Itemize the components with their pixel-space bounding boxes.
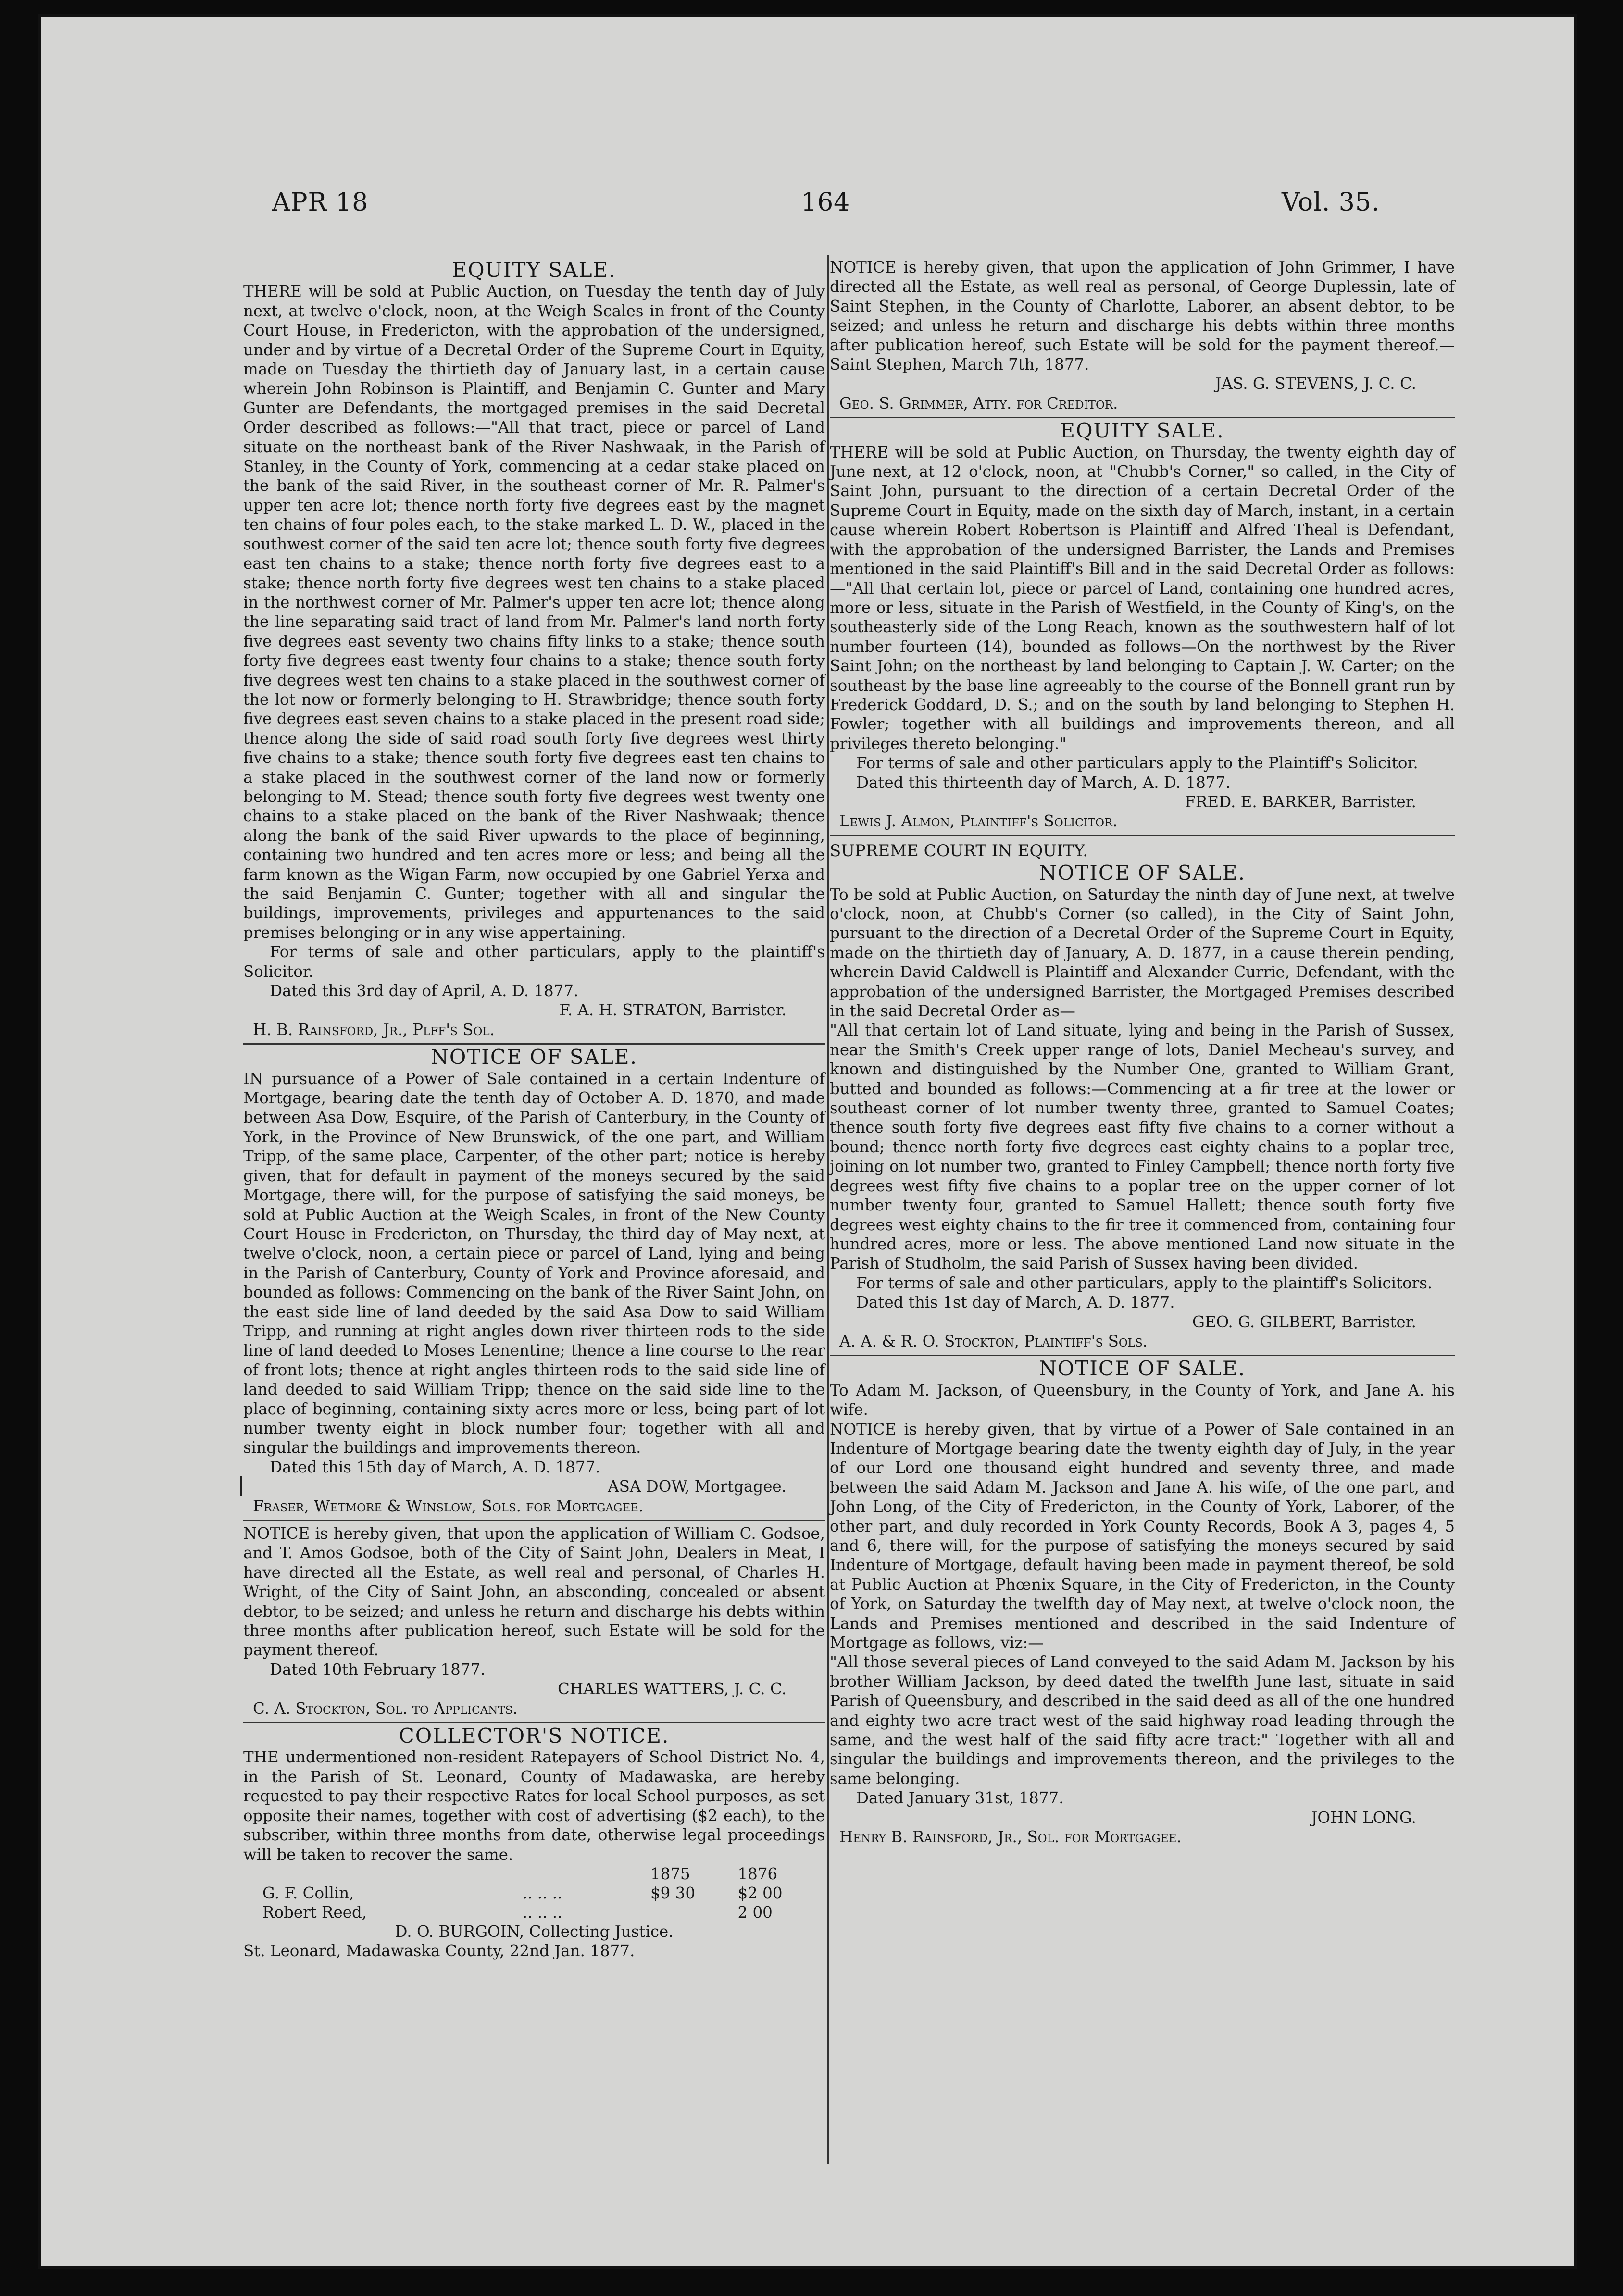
notice-solicitor: H. B. Rainsford, Jr., Plff's Sol.	[253, 1020, 495, 1039]
notice-of-sale-long	[830, 1359, 1455, 1847]
notice-signer: ASA DOW, Mortgagee.	[608, 1477, 787, 1496]
rate-1876: 2 00	[737, 1903, 773, 1922]
ratepayer-name: Robert Reed,	[262, 1903, 367, 1922]
table-row	[243, 1903, 825, 1922]
column-header: 1875	[650, 1864, 690, 1883]
divider	[830, 1355, 1455, 1356]
right-column	[830, 258, 1455, 1847]
rate-1875: $9 30	[650, 1884, 696, 1902]
notice-dated: Dated this 3rd day of April, A. D. 1877.	[270, 982, 579, 1000]
issue-date: APR 18	[272, 188, 369, 217]
column-divider	[827, 255, 829, 2164]
column-header: 1876	[737, 1864, 778, 1883]
rate-1875	[650, 1903, 738, 1922]
notice-body: IN pursuance of a Power of Sale contained in a certain Indenture of Mortgage, bearing date the tenth day of October A. D. 1870, and made between Asa Dow, Esquire, of the Parish of Canterbury, in the County of York, in the Province of New Brunswick, of the one part, and William Tripp, of the same place, Carpenter, of the other part; notice is hereby given, that for default in payment of the moneys secured by the said Mortgage, there will, for the purpose of satisfying the said moneys, be sold at Public Auction at the Weigh Scales, in front of the New County Court House in Fredericton, on Thursday, the third day of May next, at twelve o'clock, noon, a certain piece or parcel of Land, lying and being in the Parish of Canterbury, County of York and Province aforesaid, and bounded as follows: Commencing on the bank of the River Saint John, on the east side line of land deeded by the said Asa Dow to said William Tripp, and running at right angles down river thirteen rods to the side line of land deeded to Moses Lenentine; thence a line course to the rear of front lots; thence at right angles thirteen rods to the said side line of land deeded to said William Tripp; thence on the said side line to the place of beginning, containing sixty acres more or less, being part of lot number twenty eight in block number four; together with all and singular the buildings and improvements thereon.	[243, 1069, 825, 1457]
notice-signer: F. A. H. STRATON, Barrister.	[559, 1001, 787, 1020]
notice-terms: For terms of sale and other particulars, apply to the plaintiff's Solicitor.	[243, 943, 825, 981]
divider	[243, 1722, 825, 1723]
rate-1876: $2 00	[737, 1884, 783, 1902]
notice-solicitor: A. A. & R. O. Stockton, Plaintiff's Sols.	[839, 1332, 1148, 1350]
notice-place: St. Leonard, Madawaska County, 22nd Jan. 1877.	[243, 1942, 635, 1960]
divider	[830, 417, 1455, 418]
volume-number: Vol. 35.	[1282, 188, 1380, 217]
notice-of-sale-dow	[243, 1045, 825, 1516]
notice-signer: JOHN LONG.	[1311, 1808, 1416, 1827]
notice-heading: EQUITY SALE.	[1060, 419, 1224, 443]
notice-dated: Dated this thirteenth day of March, A. D. 1877.	[856, 773, 1231, 792]
notice-solicitor: Geo. S. Grimmer, Atty. for Creditor.	[839, 394, 1118, 412]
notice-heading: EQUITY SALE.	[452, 258, 616, 282]
divider	[243, 1520, 825, 1521]
rates-table	[243, 1864, 825, 1922]
notice-body-description: "All that certain lot of Land situate, lying and being in the Parish of Sussex, near the Smith's Creek upper range of lots, Daniel Mecheau's survey, and known and distinguished by the Number One, granted to William Grant, butted and bounded as follows:—Commencing at a fir tree at the lower or southeast corner of lot number twenty three, granted to Samuel Coates; thence south forty five degrees east fifty five chains to a corner without a bound; thence north forty five degrees east eighty chains to a poplar tree, joining on lot number two, granted to Finley Campbell; thence north forty five degrees west fifty five chains to a poplar tree on the upper corner of lot number twenty four, granted to Samuel Hallett; thence south forty five degrees west eighty chains to the fir tree it commenced from, containing four hundred acres, more or less. The above mentioned Land now situate in the Parish of Studholm, the said Parish of Sussex having been divided.	[830, 1021, 1455, 1273]
notice-solicitor: Henry B. Rainsford, Jr., Sol. for Mortgagee.	[839, 1828, 1182, 1847]
notice-body: THERE will be sold at Public Auction, on Tuesday the tenth day of July next, at twelve o'clock, noon, at the Weigh Scales in front of the County Court House, in Fredericton, with the approbation of the undersigned, under and by virtue of a Decretal Order of the Supreme Court in Equity, made on Tuesday the thirtieth day of January last, in a certain cause wherein John Robinson is Plaintiff, and Benjamin C. Gunter and Mary Gunter are Defendants, the mortgaged premises in the said Decretal Order described as follows:—"All that tract, piece or parcel of Land situate on the northeast bank of the River Nashwaak, in the Parish of Stanley, in the County of York, commencing at a cedar stake placed on the bank of the said River, in the southeast corner of Mr. R. Palmer's upper ten acre lot; thence north forty five degrees east by the magnet ten chains of four poles each, to the stake marked L. D. W., placed in the southwest corner of the said ten acre lot; thence south forty five degrees east ten chains to a stake; thence north forty five degrees east to a stake; thence north forty five degrees west ten chains to a stake placed in the northwest corner of Mr. Palmer's upper ten acre lot; thence along the line separating said tract of land from Mr. Palmer's land north forty five degrees east seventy two chains fifty links to a stake; thence south forty five degrees east twenty four chains to a stake; thence south forty five degrees west ten chains to a stake placed in the southwest corner of the lot now or formerly belonging to H. Strawbridge; thence south forty five degrees east seven chains to a stake placed in the present road side; thence along the side of said road south forty five degrees west thirty five chains to a stake; thence south forty five degrees east ten chains to a stake placed in the southwest corner of the land now or formerly belonging to M. Stead; thence south forty five degrees west twenty one chains to a stake placed on the bank of the River Nashwaak; thence along the bank of the said River upwards to the place of beginning, containing two hundred and ten acres more or less; and being all the farm known as the Wigan Farm, now occupied by one Gabriel Yerxa and the said Benjamin C. Gunter; together with all and singular the buildings, improvements, privileges and appurtenances to the said premises belonging or in any wise appertaining.	[243, 282, 825, 942]
notice-terms: For terms of sale and other particulars apply to the Plaintiff's Solicitor.	[856, 754, 1418, 773]
newspaper-page	[38, 14, 1577, 2269]
notice-heading: COLLECTOR'S NOTICE.	[399, 1724, 670, 1748]
notice-watters	[243, 1524, 825, 1718]
table-row	[243, 1884, 825, 1903]
notice-stevens	[830, 258, 1455, 413]
notice-solicitor: Lewis J. Almon, Plaintiff's Solicitor.	[839, 812, 1118, 831]
notice-signer: CHARLES WATTERS, J. C. C.	[557, 1680, 787, 1698]
notice-dated: Dated January 31st, 1877.	[856, 1789, 1064, 1808]
margin-mark	[240, 1476, 242, 1496]
leader-dots: .. .. ..	[522, 1903, 562, 1922]
notice-dated: Dated this 15th day of March, A. D. 1877.	[270, 1458, 600, 1476]
notice-solicitor: Fraser, Wetmore & Winslow, Sols. for Mortgagee.	[253, 1497, 644, 1515]
notice-terms: For terms of sale and other particulars, apply to the plaintiff's Solicitors.	[856, 1273, 1433, 1292]
leader-dots: .. .. ..	[522, 1884, 562, 1902]
notice-body: THERE will be sold at Public Auction, on Thursday, the twenty eighth day of June next, at 12 o'clock, noon, at "Chubb's Corner," so called, in the City of Saint John, pursuant to the direction of a certain Decretal Order of the Supreme Court in Equity, made on the sixth day of March, instant, in a certain cause wherein Robert Robertson is Plaintiff and Alfred Theal is Defendant, with the approbation of the undersigned Barrister, the Lands and Premises mentioned in the said Plaintiff's Bill and in the said Decretal Order as follows:—"All that certain lot, piece or parcel of Land, containing one hundred acres, more or less, situate in the Parish of Westfield, in the County of King's, on the southeasterly side of the Long Reach, known as the southwestern half of lot number fourteen (14), bounded as follows—On the northwest by the River Saint John; on the northeast by land belonging to Captain J. W. Carter; on the southeast by the base line agreeably to the course of the Bonnell grant run by Frederick Goddard, D. S.; and on the south by land belonging to Stephen H. Fowler; together with all buildings and improvements thereon, and all privileges thereto belonging."	[830, 443, 1455, 753]
notice-addressee: To Adam M. Jackson, of Queensbury, in the County of York, and Jane A. his wife.	[830, 1381, 1455, 1419]
notice-body: NOTICE is hereby given, that upon the application of John Grimmer, I have directed all the Estate, as well real as personal, of George Duplessin, late of Saint Stephen, in the County of Charlotte, Laborer, an absent debtor, to be seized; and unless he return and discharge his debts within three months after publication hereof, such Estate will be sold for the payment thereof.—Saint Stephen, March 7th, 1877.	[830, 258, 1455, 374]
supreme-court-notice	[830, 841, 1455, 1351]
notice-body: THE undermentioned non-resident Ratepayers of School District No. 4, in the Parish of St. Leonard, County of Madawaska, are hereby requested to pay their respective Rates for local School purposes, as set opposite their names, together with cost of advertising ($2 each), to the subscriber, within three months from date, otherwise legal proceedings will be taken to recover the same.	[243, 1748, 825, 1864]
notice-body: To be sold at Public Auction, on Saturday the ninth day of June next, at twelve o'clock, noon, at Chubb's Corner (so called), in the City of Saint John, pursuant to the direction of a Decretal Order of the Supreme Court in Equity, made on the thirtieth day of January, A. D. 1877, in a cause therein pending, wherein David Caldwell is Plaintiff and Alexander Currie, Defendant, with the approbation of the undersigned Barrister, the Mortgaged Premises described in the said Decretal Order as—	[830, 885, 1455, 1021]
notice-heading: NOTICE OF SALE.	[1039, 861, 1246, 885]
notice-dated: Dated this 1st day of March, A. D. 1877.	[856, 1293, 1175, 1312]
notice-signer: FRED. E. BARKER, Barrister.	[1185, 792, 1416, 811]
table-header-row	[243, 1864, 825, 1884]
notice-body: NOTICE is hereby given, that by virtue of a Power of Sale contained in an Indenture of Mortgage bearing date the twenty eighth day of July, in the year of our Lord one thousand eight hundred and seventy three, and made between the said Adam M. Jackson and Jane A. his wife, of the one part, and John Long, of the City of Fredericton, in the County of York, Laborer, of the other part, and duly recorded in York County Records, Book A 3, pages 4, 5 and 6, there will, for the purpose of satisfying the moneys secured by said Indenture of Mortgage, default having been made in payment thereof, be sold at Public Auction at Phœnix Square, in the City of Fredericton, in the County of York, on Saturday the twelfth day of May next, at twelve o'clock noon, the Lands and Premises mentioned and described in the said Indenture of Mortgage as follows, viz:—	[830, 1420, 1455, 1652]
page-header	[41, 188, 1574, 241]
notice-heading: NOTICE OF SALE.	[1039, 1357, 1246, 1381]
notice-signer: D. O. BURGOIN, Collecting Justice.	[395, 1922, 674, 1941]
notice-body: NOTICE is hereby given, that upon the application of William C. Godsoe, and T. Amos Godsoe, both of the City of Saint John, Dealers in Meat, I have directed all the Estate, as well real and personal, of Charles H. Wright, of the City of Saint John, an absconding, concealed or absent debtor, to be seized; and unless he return and discharge his debts within three months after publication hereof, such Estate will be sold for the payment thereof.	[243, 1524, 825, 1660]
collectors-notice	[243, 1726, 825, 1961]
notice-dated: Dated 10th February 1877.	[270, 1660, 486, 1679]
left-column	[243, 258, 825, 1961]
notice-signer: GEO. G. GILBERT, Barrister.	[1192, 1312, 1416, 1331]
ratepayer-name: G. F. Collin,	[262, 1884, 354, 1902]
divider	[830, 835, 1455, 836]
equity-sale-notice	[243, 258, 825, 1039]
equity-sale-notice-2	[830, 421, 1455, 831]
court-heading: SUPREME COURT IN EQUITY.	[830, 841, 1088, 861]
page-number: 164	[801, 188, 850, 217]
notice-signer: JAS. G. STEVENS, J. C. C.	[1215, 374, 1416, 393]
notice-solicitor: C. A. Stockton, Sol. to Applicants.	[253, 1699, 518, 1718]
notice-heading: NOTICE OF SALE.	[431, 1045, 637, 1069]
notice-body-description: "All those several pieces of Land conveyed to the said Adam M. Jackson by his brother William Jackson, by deed dated the twelfth June last, situate in said Parish of Queensbury, and described in the said deed as all of the one hundred and eighty two acre tract west of the said highway road leading through the same, and the west half of the said fifty acre tract:" Together with all and singular the buildings and improvements thereon, and the privileges to the same belonging.	[830, 1653, 1455, 1788]
divider	[243, 1043, 825, 1045]
